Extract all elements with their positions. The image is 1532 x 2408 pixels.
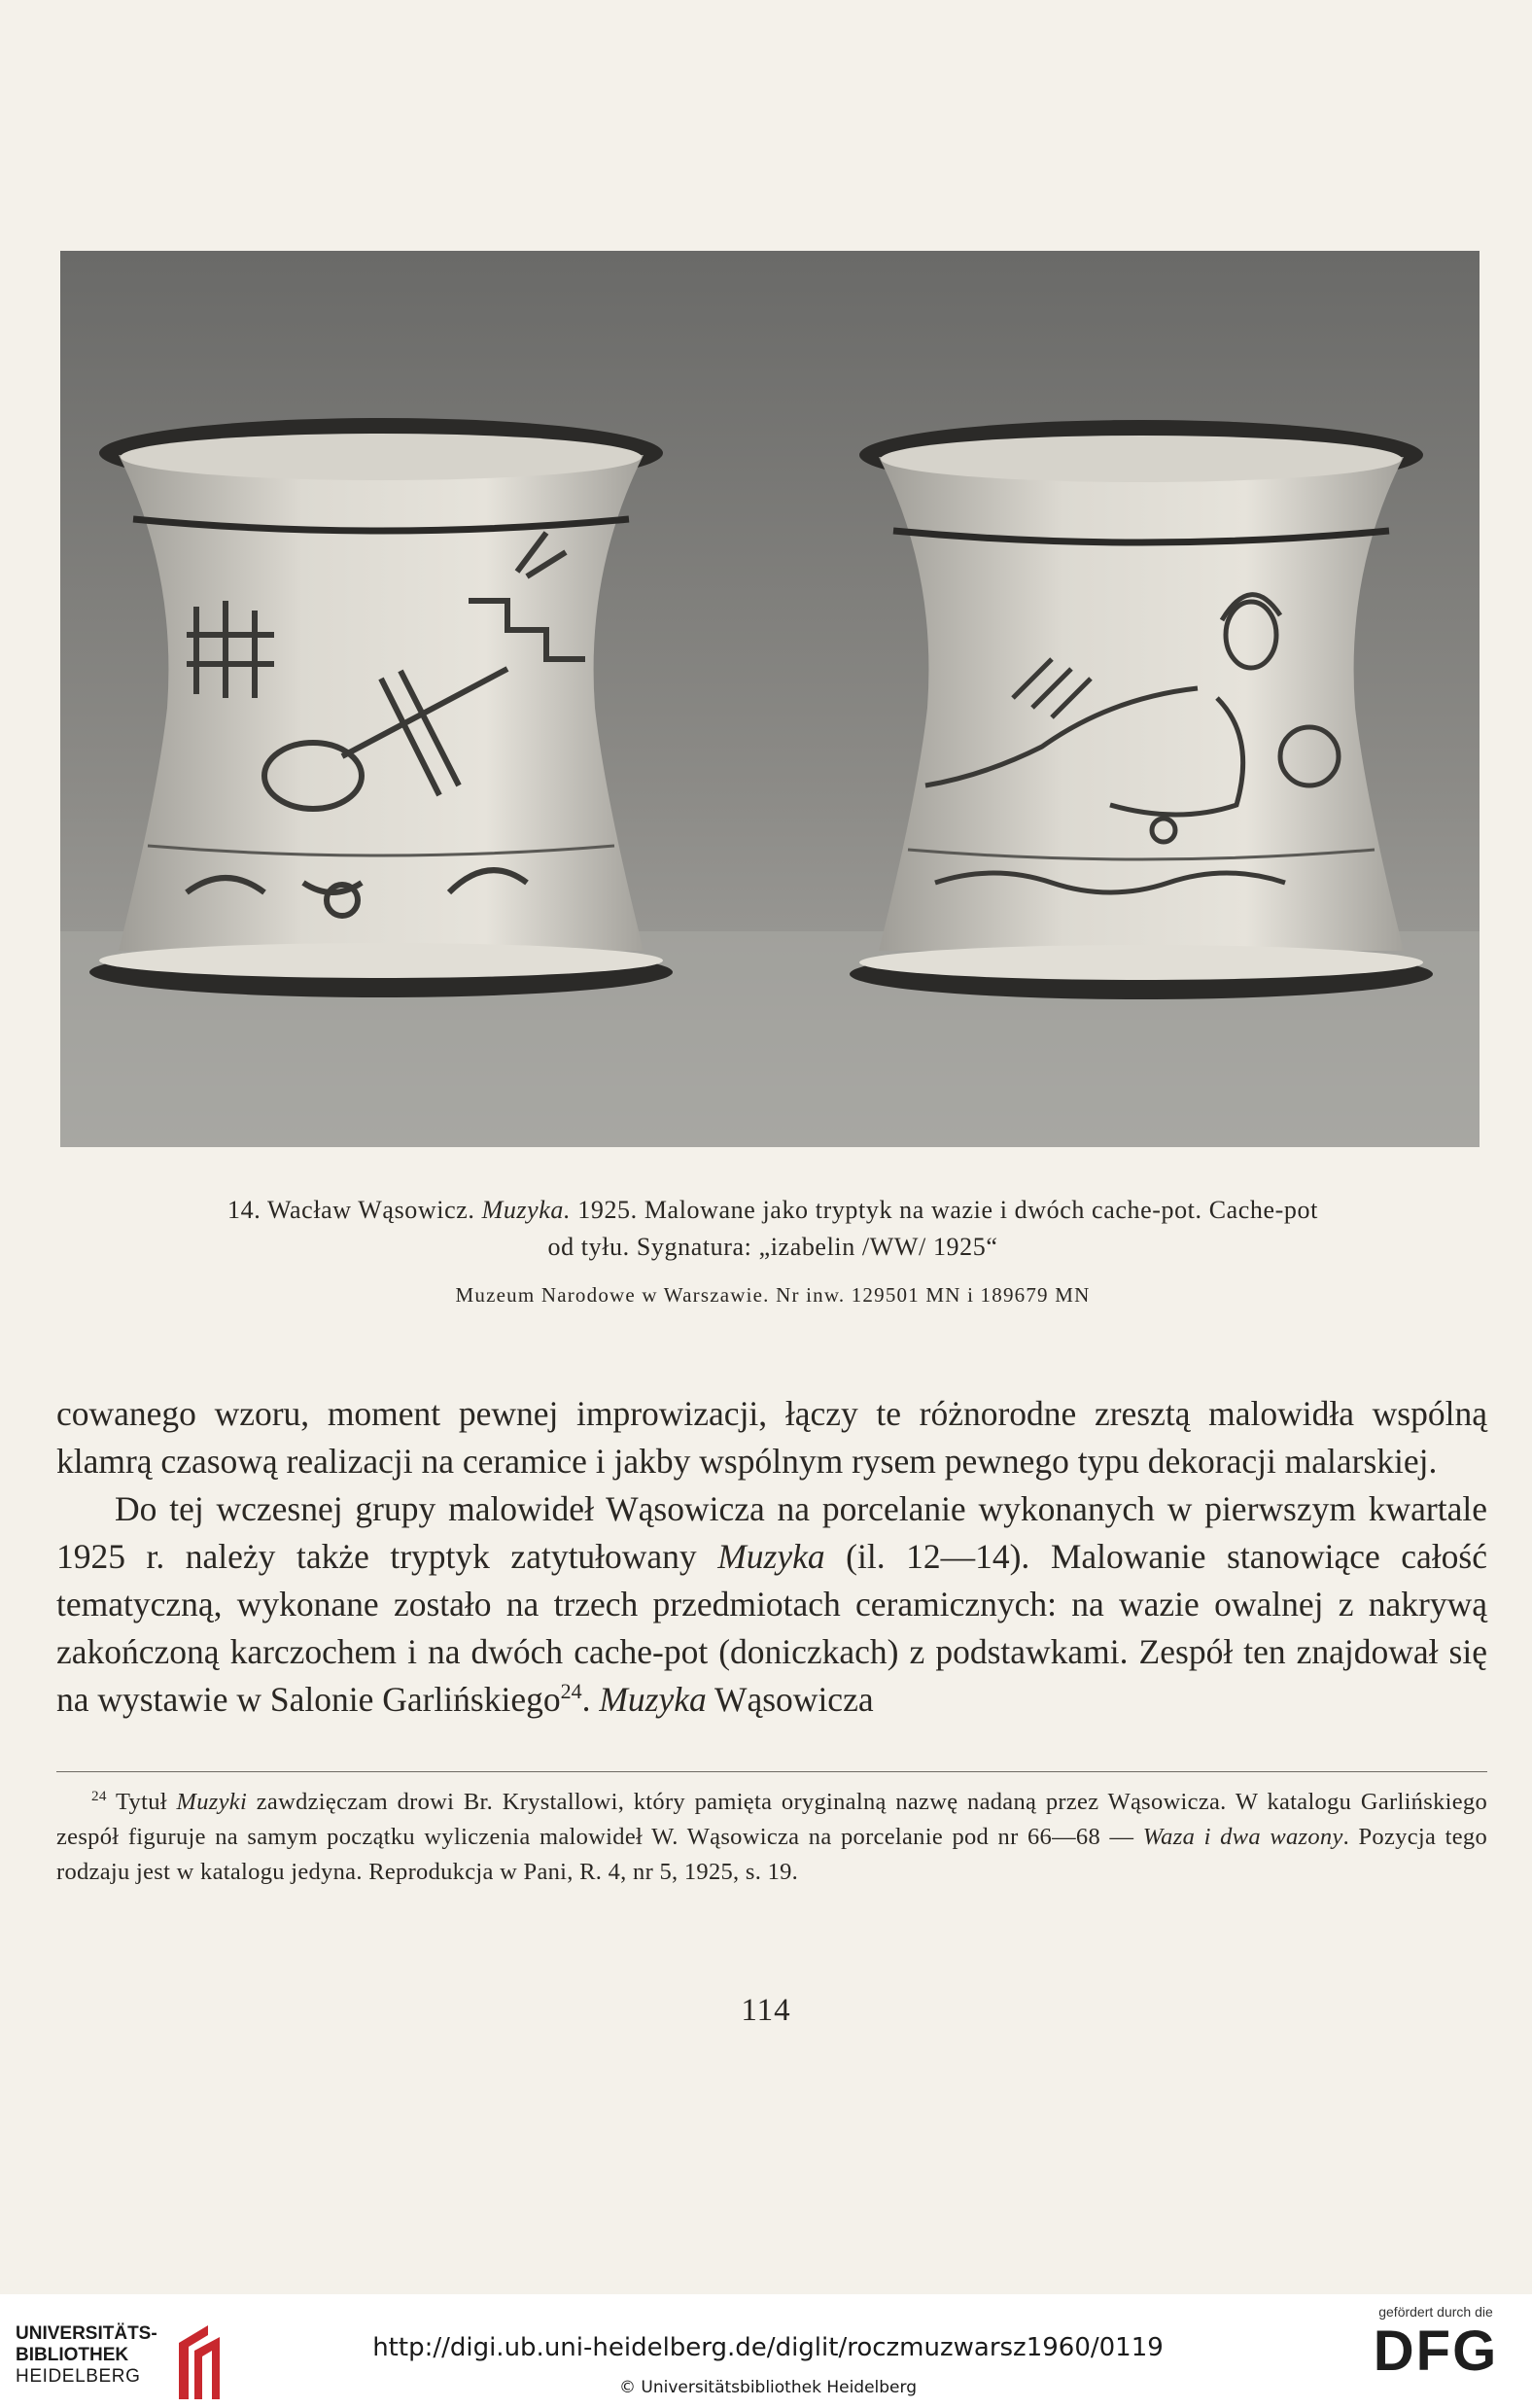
work-title: Muzyka (599, 1680, 707, 1719)
funder-note: gefördert durch die (1378, 2304, 1493, 2320)
caption-title: Muzyka. (481, 1196, 572, 1224)
source-url-link[interactable]: http://digi.ub.uni-heidelberg.de/diglit/roczmuzwarsz1960/0119 (372, 2333, 1164, 2362)
paragraph-1: cowanego wzoru, moment pewnej improwizacji, łączy te różnorodne zresztą malowidła wspólną klamrą czasową realizacji na ceramice i jakby wspólnym rysem pewnego typu dekoracji malarskiej. (56, 1394, 1487, 1481)
footnote-number: 24 (91, 1787, 107, 1804)
dfg-logo-icon[interactable] (1353, 2304, 1518, 2401)
digitization-footer (0, 2294, 1532, 2408)
paragraph-text: Wąsowicza (706, 1680, 874, 1719)
work-title: Muzyka (717, 1537, 825, 1576)
cache-pot-illustration (60, 251, 1480, 1147)
caption-text: 1925. Malowane jako tryptyk na wazie i dwóch cache-pot. Cache-pot (571, 1196, 1318, 1224)
footnote-divider (56, 1771, 1487, 1772)
copyright-notice: © Universitätsbibliothek Heidelberg (618, 2378, 917, 2397)
funder-logo: DFG (1373, 2320, 1499, 2383)
footnote-reference[interactable]: 24 (560, 1679, 582, 1704)
vases-photograph (60, 251, 1480, 1147)
museum-credit: Muzeum Narodowe w Warszawie. Nr inw. 129501 MN i 189679 MN (455, 1283, 1091, 1307)
footnote-text: zawdzięczam drowi Br. Krystallowi, który pamięta oryginalną nazwę nadaną przez Wąsowicza. W katalogu Garlińskiego zespół figuruje na samym początku wyliczenia malowideł W. Wąsowicza na porcelanie pod nr 66—68 — (56, 1789, 1487, 1850)
footnote-text: . Pozycja tego rodzaju jest w katalogu jedyna. Reprodukcja w Pani, R. 4, nr 5, 1925, s. 19. (56, 1824, 1487, 1885)
figure-caption (58, 1192, 1487, 1266)
paragraph-text: Do tej wczesnej grupy malowideł Wąsowicza na porcelanie wykonanych w pierwszym kwartale 1925 r. należy także tryptyk zatytułowany (56, 1489, 1487, 1576)
paragraph-text: . (581, 1680, 600, 1719)
library-name-line-2: BIBLIOTHEK (16, 2345, 129, 2365)
footnote-title: Waza i dwa wazony (1142, 1824, 1343, 1850)
library-logo[interactable] (16, 2323, 229, 2401)
caption-line-2: od tyłu. Sygnatura: „izabelin /WW/ 1925“ (547, 1233, 998, 1261)
body-text (56, 1390, 1487, 1724)
footnote (56, 1785, 1487, 1890)
footnote-title: Muzyki (176, 1789, 248, 1815)
right-vase (850, 420, 1433, 999)
paragraph-text: (il. 12—14). Malowanie stanowiące całość tematyczną, wykonane zostało na trzech przedmiotach ceramicznych: na wazie owalnej z nakrywą zakończoną karczochem i na dwóch cache-pot (doniczkach) z podstawkami. Zespół ten znajdował się na wystawie w Salonie Garlińskiego (56, 1537, 1487, 1719)
heidelberg-library-logo-icon (169, 2323, 227, 2401)
footnote-text: Tytuł (106, 1789, 177, 1815)
caption-text: 14. Wacław Wąsowicz. (227, 1196, 482, 1224)
library-name-line-3: HEIDELBERG (16, 2366, 141, 2387)
library-name-line-1: UNIVERSITÄTS- (16, 2323, 157, 2344)
paragraph-2 (56, 1485, 1487, 1724)
page-number: 114 (741, 1993, 791, 2028)
left-vase (89, 418, 673, 997)
